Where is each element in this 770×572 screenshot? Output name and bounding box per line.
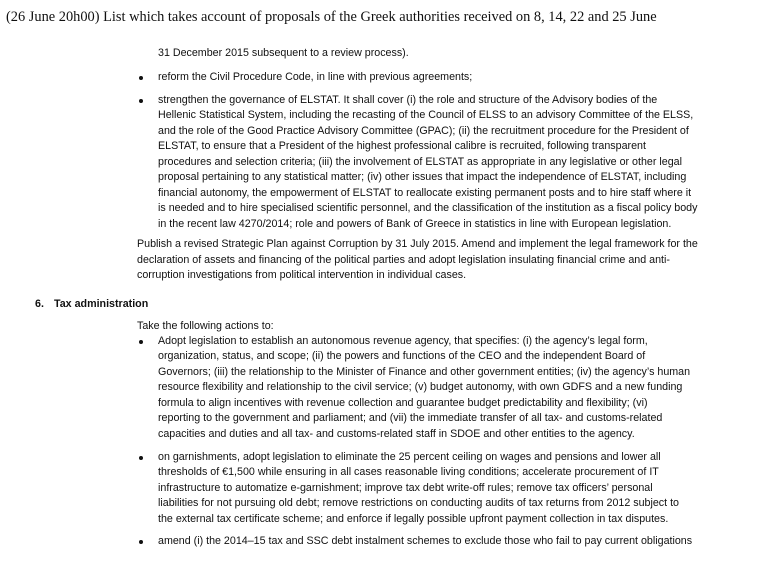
paragraph-line: corruption investigations from political intervention in individual cases.	[137, 269, 467, 281]
list-item-line: Adopt legislation to establish an autonomous revenue agency, that specifies: (i) the agency’s legal form,	[158, 335, 648, 347]
list-item-line: Hellenic Statistical System, including the recasting of the Council of ELSS to an advisory Committee of the ELSS,	[158, 109, 694, 121]
list-item-line: capacities and duties and all tax- and customs-related staff in SDOE and other entities to the agency.	[158, 428, 635, 440]
list-item-line: amend (i) the 2014–15 tax and SSC debt instalment schemes to exclude those who fail to pay current obligations	[158, 535, 693, 547]
list-item-line: thresholds of €1,500 while ensuring in all cases reasonable living conditions; accelerate procurement of IT	[158, 466, 659, 478]
list-item-line: reform the Civil Procedure Code, in line with previous agreements;	[158, 71, 473, 83]
list-item-line: infrastructure to automatize e-garnishment; improve tax debt write-off rules; remove tax officers’ personal	[158, 482, 653, 494]
list-item-line: on garnishments, adopt legislation to eliminate the 25 percent ceiling on wages and pensions and lower all	[158, 451, 661, 463]
list-item-line: formula to align incentives with revenue collection and guarantee budget predictability and flexibility; (vi)	[158, 397, 648, 409]
list-item-line: and the role of the Good Practice Advisory Committee (GPAC); (ii) the recruitment procedure for the President of	[158, 125, 689, 137]
bullet-icon	[139, 540, 143, 544]
paragraph-line: Publish a revised Strategic Plan against Corruption by 31 July 2015. Amend and implement the legal framework for the	[137, 238, 698, 250]
continuation-line: 31 December 2015 subsequent to a review process).	[158, 47, 409, 59]
list-item-line: is needed and to hire specialised scientific personnel, and the classification of the institution as a fiscal policy body	[158, 202, 698, 214]
paragraph-line: declaration of assets and financing of the political parties and adopt legislation insulating financial crime and anti-	[137, 254, 670, 266]
list-item-line: liabilities for not pursuing old debt; remove restrictions on conducting audits of tax returns from 2012 subject to	[158, 497, 679, 509]
list-item-line: Governors; (iii) the relationship to the Minister of Finance and other government entities; (iv) the agency’s human	[158, 366, 691, 378]
list-item-line: procedures and selection criteria; (iii) the involvement of ELSTAT as appropriate in any legislative or other legal	[158, 156, 682, 168]
section-title: Tax administration	[54, 298, 149, 310]
bullet-icon	[139, 99, 143, 103]
list-item-line: resource flexibility and relationship to the civil service; (v) budget autonomy, with own GDFS and a new funding	[158, 381, 683, 393]
document-header: (26 June 20h00) List which takes account of proposals of the Greek authorities received on 8, 14, 22 and 25 June	[6, 9, 657, 25]
section-number: 6.	[35, 298, 44, 310]
list-item-line: financial autonomy, the empowerment of ELSTAT to reallocate existing permanent posts and to hire staff where it	[158, 187, 692, 199]
section-heading	[35, 297, 148, 313]
list-item-line: in the recent law 4270/2014; role and powers of Bank of Greece in statistics in line with European legislation.	[158, 218, 672, 230]
bullet-icon	[139, 76, 143, 80]
intro-line: Take the following actions to:	[137, 320, 274, 332]
bullet-icon	[139, 456, 143, 460]
list-item-line: strengthen the governance of ELSTAT. It shall cover (i) the role and structure of the Advisory bodies of the	[158, 94, 658, 106]
list-item-line: ELSTAT, to ensure that a President of the highest professional calibre is recruited, following transparent	[158, 140, 646, 152]
list-item-line: reporting to the government and parliament; and (vii) the immediate transfer of all tax- and customs-related	[158, 412, 663, 424]
bullet-icon	[139, 340, 143, 344]
list-item-line: organization, status, and scope; (ii) the powers and functions of the CEO and the independent Board of	[158, 350, 646, 362]
list-item-line: the external tax certificate scheme; and enforce if legally possible upfront payment collection in tax disputes.	[158, 513, 669, 525]
list-item-line: proposal pertaining to any statistical matter; (iv) other issues that impact the independence of ELSTAT, including	[158, 171, 687, 183]
